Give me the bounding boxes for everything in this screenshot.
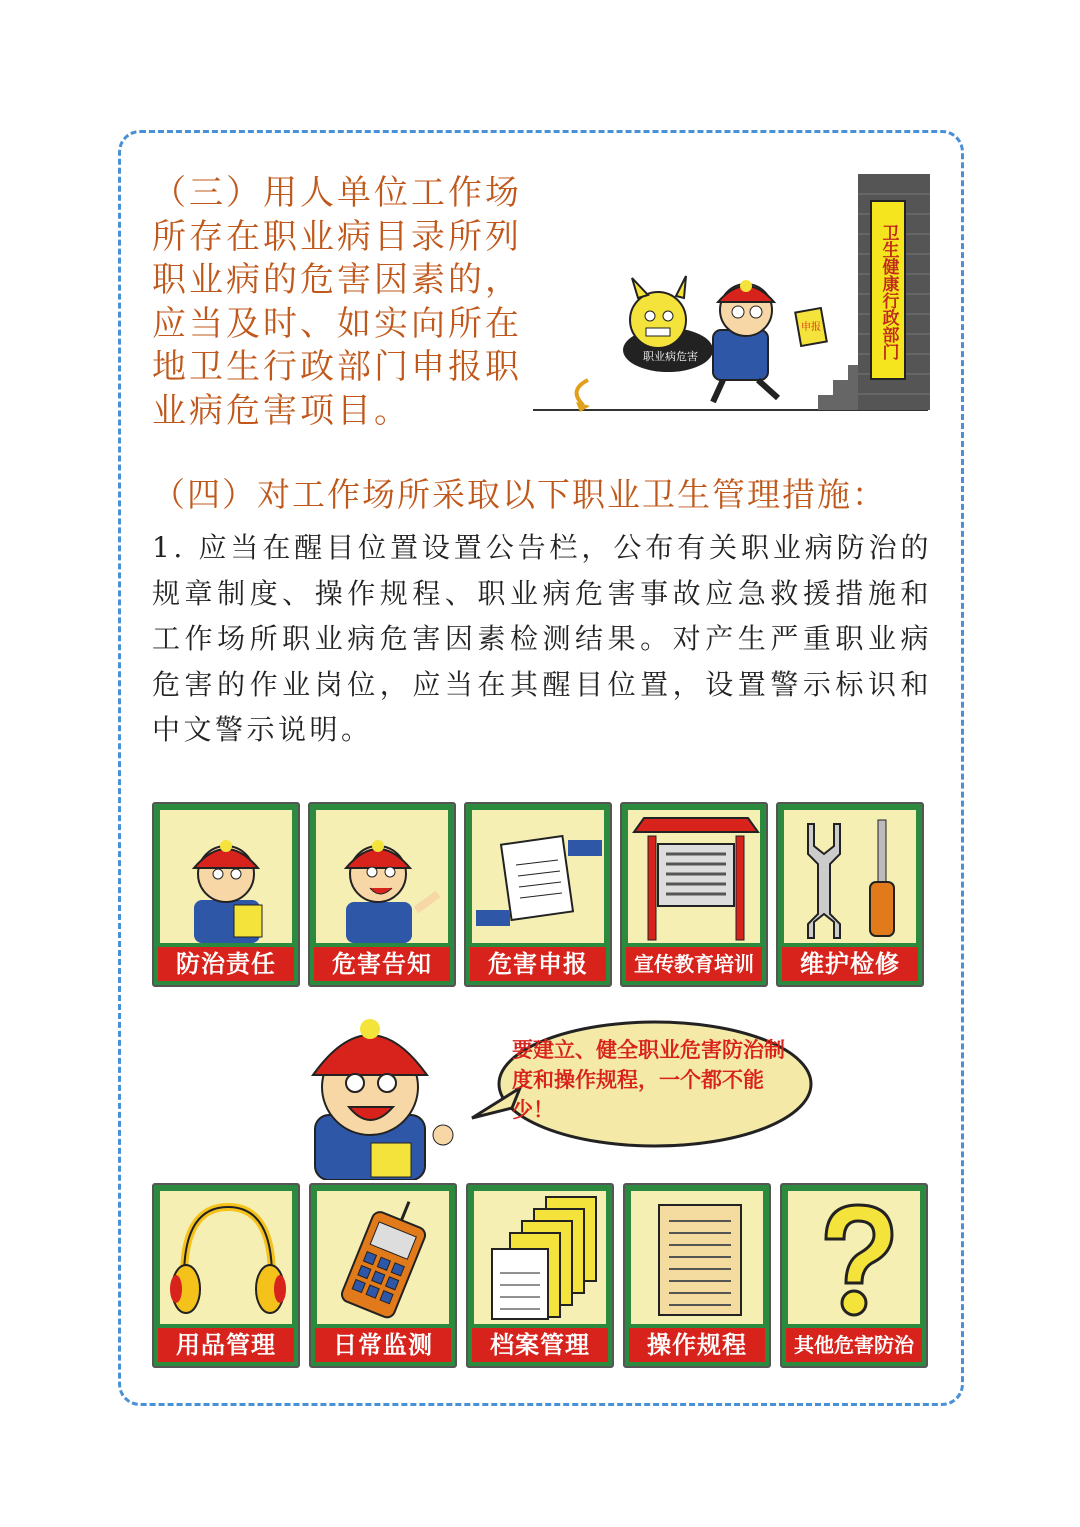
tile-label: 操作规程	[629, 1328, 765, 1362]
tile-monitoring	[309, 1183, 457, 1368]
wrench-screwdriver-icon	[784, 810, 920, 943]
tile-responsibility	[152, 802, 300, 987]
document-hand-icon	[472, 810, 608, 943]
tile-archives	[466, 1183, 614, 1368]
tile-ppe	[152, 1183, 300, 1368]
files-stack-icon	[474, 1191, 610, 1324]
tile-maintenance	[776, 802, 924, 987]
tile-label: 宣传教育培训	[626, 947, 762, 981]
tile-label: 日常监测	[315, 1328, 451, 1362]
document-page-icon	[631, 1191, 767, 1324]
section4-paragraph: 1. 应当在醒目位置设置公告栏，公布有关职业病防治的规章制度、操作规程、职业病危害事故应急救援措施和工作场所职业病危害因素检测结果。对产生严重职业病危害的作业岗位，应当在其醒目位置，设置警示标识和中文警示说明。	[152, 531, 932, 746]
worker-figure	[713, 280, 827, 402]
tile-label: 用品管理	[158, 1328, 294, 1362]
worker-pointing-icon	[316, 810, 452, 943]
tile-notification	[308, 802, 456, 987]
devil-figure	[576, 276, 713, 412]
document-label: 申报	[801, 322, 821, 333]
tile-declaration	[464, 802, 612, 987]
tile-label: 其他危害防治	[786, 1328, 922, 1362]
question-mark-icon	[788, 1191, 924, 1324]
tile-label: 防治责任	[158, 947, 294, 981]
wall-sign: 卫生健康行政部门	[870, 200, 906, 380]
tile-procedures	[623, 1183, 771, 1368]
earmuffs-icon	[160, 1191, 296, 1324]
tile-label: 维护检修	[782, 947, 918, 981]
tile-label: 危害告知	[314, 947, 450, 981]
bulletin-board-icon	[628, 810, 764, 943]
worker-mascot	[275, 995, 475, 1180]
devil-label: 职业病危害	[643, 350, 698, 363]
tile-other-hazards	[780, 1183, 928, 1368]
tile-education	[620, 802, 768, 987]
section4-heading: （四）对工作场所采取以下职业卫生管理措施：	[152, 475, 887, 514]
tile-label: 档案管理	[472, 1328, 608, 1362]
section3-text: （三）用人单位工作场所存在职业病目录所列职业病的危害因素的，应当及时、如实向所在地卫生行政部门申报职业病危害项目。	[152, 173, 522, 431]
tile-label: 危害申报	[470, 947, 606, 981]
speech-bubble-text: 要建立、健全职业危害防治制度和操作规程，一个都不能少！	[512, 1038, 785, 1122]
worker-clipboard-icon	[160, 810, 296, 943]
detector-device-icon	[317, 1191, 453, 1324]
